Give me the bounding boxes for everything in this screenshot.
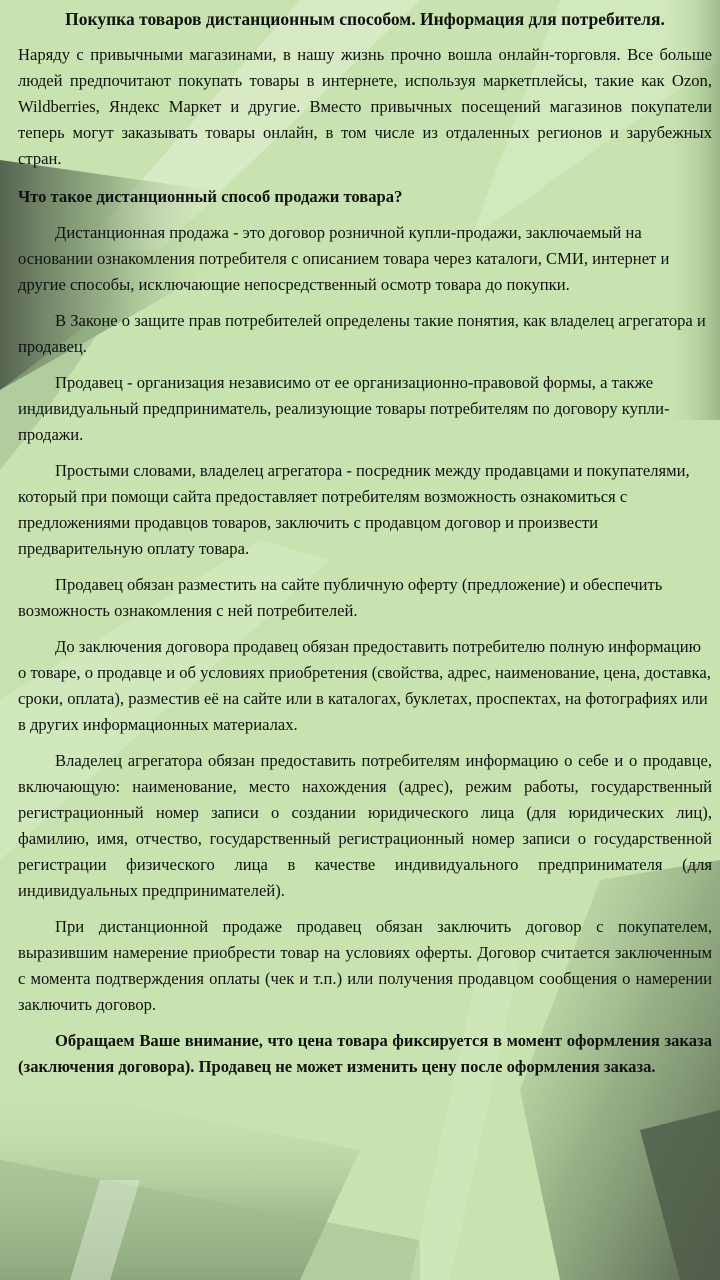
page-title: Покупка товаров дистанционным способом. Информация для потребителя. — [65, 9, 665, 29]
article — [18, 0, 712, 1090]
paragraph-definition: Дистанционная продажа - это договор розничной купли-продажи, заключаемый на основании ознакомления потребителя с описанием товара через каталоги, СМИ, интернет и другие способы, исключающие непосредственный осмотр товара до покупки. — [18, 223, 670, 294]
paragraph-contract: При дистанционной продаже продавец обязан заключить договор с покупателем, выразившим намерение приобрести товар на условиях оферты. Договор считается заключенным с момента подтверждения оплаты (чек и т.п.) или получения продавцом сообщения о намерении заключить договор. — [18, 917, 712, 1014]
notice-paragraph: Обращаем Ваше внимание, что цена товара фиксируется в момент оформления заказа (заключения договора). Продавец не может изменить цену после оформления заказа. — [18, 1031, 712, 1076]
intro-paragraph: Наряду с привычными магазинами, в нашу жизнь прочно вошла онлайн-торговля. Все больше людей предпочитают покупать товары в интернете, используя маркетплейсы, такие как Ozon, Wildberries, Яндекс Маркет и другие. Вместо привычных посещений магазинов покупатели теперь могут заказывать товары онлайн, в том числе из отдаленных регионов и зарубежных стран. — [18, 45, 712, 168]
paragraph-aggregator-duties: Владелец агрегатора обязан предоставить потребителям информацию о себе и о продавце, включающую: наименование, место нахождения (адрес), режим работы, государственный регистрационный номер записи о создании юридического лица (для юридических лиц), фамилию, имя, отчество, государственный регистрационный номер записи о государственной регистрации физического лица в качестве индивидуального предпринимателя (для индивидуальных предпринимателей). — [18, 751, 712, 900]
paragraph-seller: Продавец - организация независимо от ее организационно-правовой формы, а также индивидуальный предприниматель, реализующие товары потребителям по договору купли-продажи. — [18, 373, 670, 444]
paragraph-offer: Продавец обязан разместить на сайте публичную оферту (предложение) и обеспечить возможность ознакомления с ней потребителей. — [18, 575, 663, 620]
section-question: Что такое дистанционный способ продажи товара? — [18, 187, 403, 206]
paragraph-aggregator: Простыми словами, владелец агрегатора - посредник между продавцами и покупателями, который при помощи сайта предоставляет потребителям возможность ознакомиться с предложениями продавцов товаров, заключить с продавцом договор и произвести предварительную оплату товара. — [18, 461, 690, 558]
paragraph-law-concepts: В Законе о защите прав потребителей определены такие понятия, как владелец агрегатора и продавец. — [18, 311, 706, 356]
paragraph-info-before-contract: До заключения договора продавец обязан предоставить потребителю полную информацию о товаре, о продавце и об условиях приобретения (свойства, адрес, наименование, цена, доставка, сроки, оплата), разместив её на сайте или в каталогах, буклетах, проспектах, на фотографиях или в других информационных материалах. — [18, 637, 711, 734]
